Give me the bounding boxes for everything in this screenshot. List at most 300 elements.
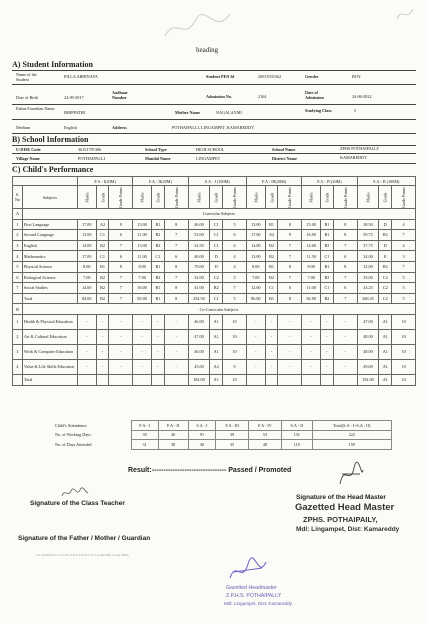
table-row: [13, 344, 416, 359]
mark-cell: 7: [278, 240, 302, 251]
pen-mark-icon: [395, 4, 415, 24]
mark-cell: 7.00: [77, 272, 96, 283]
group-header: F.A - IV(20M): [302, 177, 357, 186]
mark-cell: 7: [278, 272, 302, 283]
blank-cell: [133, 374, 152, 385]
mark-cell: 5: [392, 283, 416, 294]
table-row: [13, 329, 416, 344]
blank-cell: -: [133, 329, 152, 344]
column-header-label: Marks: [253, 191, 259, 203]
attendance-header: S.A - I: [188, 421, 216, 431]
mark-cell: B1: [265, 219, 278, 230]
mark-cell: 7: [164, 230, 188, 241]
attendance-header: Total(S.A - I+S.A - II): [312, 421, 391, 431]
address-value: POTHAIPALLI, LINGAMPET, KAMAREDDY: [172, 125, 255, 130]
mark-cell: D: [210, 261, 223, 272]
blank-cell: -: [265, 344, 278, 359]
group-header: F.A - III(20M): [246, 177, 301, 186]
mark-cell: 7: [109, 272, 133, 283]
column-header: [133, 186, 152, 209]
mark-cell: A1: [210, 314, 223, 329]
row-number: 4: [13, 359, 23, 374]
table-row: [13, 240, 416, 251]
total-cell: B2: [96, 293, 109, 304]
mark-cell: A1: [210, 374, 223, 385]
mark-cell: 3: [392, 251, 416, 262]
pen-value: 20013935362: [258, 74, 282, 79]
mark-cell: 8: [333, 219, 357, 230]
mark-cell: 10: [223, 329, 247, 344]
column-header-label: Grade Points: [342, 186, 348, 208]
column-header: [379, 186, 392, 209]
table-row: [13, 251, 416, 262]
group-header-row: [13, 177, 416, 186]
mark-cell: 7: [223, 283, 247, 294]
school-name-label: School Name: [272, 147, 296, 152]
mark-cell: 10: [392, 359, 416, 374]
blank-cell: -: [109, 329, 133, 344]
subject-name: Social Studies: [22, 283, 77, 294]
mark-cell: B1: [265, 261, 278, 272]
attendance-cell: 35: [216, 440, 249, 450]
total-cell: 260.25: [357, 293, 379, 304]
subject-name: Mathematics: [22, 251, 77, 262]
mark-cell: A1: [379, 374, 392, 385]
blank-cell: -: [321, 329, 334, 344]
mark-cell: B1: [321, 230, 334, 241]
column-header: [333, 186, 357, 209]
mark-cell: 17.00: [77, 219, 96, 230]
mark-cell: 8: [278, 219, 302, 230]
mark-cell: 7: [333, 240, 357, 251]
teacher-signature-icon: [60, 486, 90, 500]
row-number: 1: [13, 314, 23, 329]
mark-cell: 45.00: [188, 359, 210, 374]
blank-cell: -: [152, 329, 165, 344]
column-header: [302, 186, 321, 209]
dob-label: Date of Birth: [16, 95, 39, 100]
result-line: Result:-------------------------------- Passed / Promoted: [128, 467, 292, 474]
total-cell: 254.50: [188, 293, 210, 304]
mandal-label: Mandal Name: [145, 156, 171, 161]
blank-cell: -: [246, 329, 265, 344]
section-title: Co-Curricular Subjects: [22, 304, 415, 315]
district-label: District Name: [272, 156, 297, 161]
mark-cell: 7: [109, 240, 133, 251]
column-header: [188, 186, 210, 209]
attendance-header: F.A - II: [158, 421, 188, 431]
blank-cell: -: [302, 359, 321, 374]
mark-cell: C1: [210, 219, 223, 230]
mark-cell: A1: [210, 344, 223, 359]
mark-cell: 16.00: [133, 283, 152, 294]
mark-cell: 8.00: [77, 261, 96, 272]
column-header: [96, 186, 109, 209]
medium-value: English: [64, 125, 77, 130]
mark-cell: 47.00: [357, 314, 379, 329]
attendance-header: F.A - III: [216, 421, 249, 431]
blank-cell: -: [109, 359, 133, 374]
group-header: S.A - II (100M): [357, 177, 415, 186]
column-header-label: Grade Points: [232, 186, 238, 208]
mark-cell: 6: [164, 251, 188, 262]
mark-cell: C1: [96, 251, 109, 262]
column-header-label: Grade Points: [401, 186, 407, 208]
pen-label: Student PEN Id: [206, 74, 235, 79]
headmaster-signature-icon: [336, 460, 366, 490]
section-letter: B: [13, 304, 23, 315]
section-title: Curricular Subjects: [22, 209, 415, 220]
mark-cell: B1: [152, 283, 165, 294]
total-label: Total: [22, 293, 77, 304]
mark-cell: B2: [96, 240, 109, 251]
mark-cell: 7: [164, 272, 188, 283]
aadhaar-label: Aadhaar Number: [112, 90, 128, 100]
dob-value: 24-09-2017: [64, 95, 84, 100]
class-label: Studying Class: [305, 108, 332, 113]
mark-cell: 8: [164, 261, 188, 272]
blank-cell: -: [246, 359, 265, 374]
mark-cell: 8: [109, 261, 133, 272]
attendance-header: S.A - II: [282, 421, 313, 431]
address-label: Address: [112, 125, 127, 130]
group-header: F.A - I(20M): [77, 177, 132, 186]
mark-cell: 11.00: [133, 230, 152, 241]
mark-cell: 46.00: [188, 314, 210, 329]
mark-cell: C1: [96, 230, 109, 241]
attendance-label: No. of Days Attended: [55, 441, 92, 447]
section-row: [13, 209, 416, 220]
mark-cell: 7: [333, 272, 357, 283]
student-section-title: A) Student Information: [12, 60, 93, 69]
blank-cell: -: [96, 329, 109, 344]
column-header-label: Marks: [308, 191, 314, 203]
total-cell: 8: [278, 293, 302, 304]
mark-cell: 184.00: [188, 374, 210, 385]
blank-cell: -: [133, 359, 152, 374]
blank-cell: -: [278, 314, 302, 329]
co-total-row: [13, 374, 416, 385]
blank-cell: -: [246, 344, 265, 359]
blank-cell: -: [77, 314, 96, 329]
blank-cell: [13, 293, 23, 304]
mark-cell: 53.00: [188, 230, 210, 241]
mark-cell: B2: [265, 251, 278, 262]
mark-cell: C1: [265, 283, 278, 294]
page-heading: heading: [196, 46, 219, 54]
column-header: [109, 186, 133, 209]
column-header: [357, 186, 379, 209]
mark-cell: C2: [379, 272, 392, 283]
column-header-label: Marks: [139, 191, 145, 203]
total-cell: 7: [333, 293, 357, 304]
total-cell: B2: [321, 293, 334, 304]
subject-name: Total: [22, 374, 77, 385]
mark-cell: 34.00: [357, 251, 379, 262]
blank-cell: -: [96, 314, 109, 329]
mark-cell: 16.00: [302, 230, 321, 241]
column-header: [265, 186, 278, 209]
mark-cell: 6: [223, 230, 247, 241]
school-type-value: HIGH SCHOOL: [196, 147, 225, 152]
column-header-label: Marks: [196, 191, 202, 203]
total-row: [13, 293, 416, 304]
mark-cell: B2: [96, 272, 109, 283]
faint-footer-text: S.A-I(100M) F.A-I F.A-II S.A-II F.A-III F.A-IV S.A-II(100M) S.A-II(100M): [36, 553, 129, 557]
mark-cell: 13.00: [246, 251, 265, 262]
mark-cell: 7.00: [246, 272, 265, 283]
subject-name: Value & Life Skills Education: [22, 359, 77, 374]
mark-cell: 8.00: [133, 261, 152, 272]
headmaster-signature-label: Signature of the Head Master: [296, 494, 386, 501]
total-cell: 5: [223, 293, 247, 304]
mark-cell: 10: [392, 344, 416, 359]
school-type-label: School Type: [145, 147, 167, 152]
blank-cell: -: [164, 314, 188, 329]
subject-name: Second Language: [22, 230, 77, 241]
mark-cell: 7.00: [302, 272, 321, 283]
stamp-line-3: Mdl: Lingampet, Dist: Kamareddy: [296, 526, 400, 533]
mark-cell: 14.00: [77, 240, 96, 251]
subject-name: Health & Physical Education: [22, 314, 77, 329]
mark-cell: C1: [321, 251, 334, 262]
mark-cell: 41.00: [188, 283, 210, 294]
blank-cell: -: [278, 359, 302, 374]
village-value: POTHAIPALLI: [78, 156, 105, 161]
column-header-label: Grade: [100, 192, 106, 202]
attendance-cell: 40: [188, 440, 216, 450]
attendance-label: No. of Working Days: [55, 432, 91, 438]
mark-cell: 10: [223, 374, 247, 385]
mark-cell: 59.75: [357, 230, 379, 241]
blank-cell: -: [321, 344, 334, 359]
column-header-label: Grade Points: [287, 186, 293, 208]
table-row: [13, 283, 416, 294]
admission-value: 2164: [258, 94, 267, 99]
mark-cell: 10: [392, 329, 416, 344]
blank-cell: -: [265, 359, 278, 374]
row-number: 6: [13, 272, 23, 283]
mark-cell: 8: [164, 283, 188, 294]
blank-cell: -: [302, 344, 321, 359]
mandal-value: LINGAMPET: [196, 156, 221, 161]
father-label: Father/Guardian Name: [16, 106, 55, 111]
mark-cell: 46.00: [188, 344, 210, 359]
blank-cell: -: [77, 344, 96, 359]
mark-cell: 6: [109, 230, 133, 241]
mark-cell: 40.00: [188, 251, 210, 262]
parent-signature-label: Signature of the Father / Mother / Guardian: [18, 535, 151, 542]
doa-label: Date of Admission: [305, 90, 324, 100]
attendance-cell: 53: [248, 430, 281, 440]
attendance-row: [54, 440, 392, 450]
performance-section-title: C) Child's Performance: [12, 165, 94, 174]
attendance-cell: 159: [312, 440, 391, 450]
column-header-label: Grade: [213, 192, 219, 202]
blank-cell: -: [109, 344, 133, 359]
table-row: [13, 230, 416, 241]
column-header-label: Marks: [365, 191, 371, 203]
row-number: 5: [13, 261, 23, 272]
mark-cell: 9: [109, 219, 133, 230]
mark-cell: C2: [210, 272, 223, 283]
attendance-cell: 38: [158, 440, 188, 450]
mark-cell: B2: [379, 261, 392, 272]
attendance-cell: 91: [188, 430, 216, 440]
mark-cell: 5: [223, 272, 247, 283]
mark-cell: A1: [379, 329, 392, 344]
column-header: [223, 186, 247, 209]
mark-cell: B2: [152, 230, 165, 241]
mark-cell: B2: [210, 283, 223, 294]
mark-cell: 11.00: [133, 251, 152, 262]
column-header-label: Grade: [155, 192, 161, 202]
father-value: BHIPPATHI: [64, 110, 86, 115]
blank-cell: -: [96, 344, 109, 359]
mark-cell: 8: [333, 230, 357, 241]
mark-cell: A1: [210, 329, 223, 344]
blank-cell: -: [321, 314, 334, 329]
mark-cell: 6: [223, 240, 247, 251]
mark-cell: 10: [392, 314, 416, 329]
mark-cell: 7: [278, 251, 302, 262]
village-label: Village Name: [16, 156, 40, 161]
row-number: 3: [13, 240, 23, 251]
blank-cell: [246, 374, 265, 385]
mark-cell: B2: [152, 272, 165, 283]
blank-cell: [302, 374, 321, 385]
mark-cell: 9: [223, 359, 247, 374]
attendance-cell: 119: [282, 440, 313, 450]
column-header: [321, 186, 334, 209]
column-header-label: Marks: [84, 191, 90, 203]
mark-cell: 5: [223, 219, 247, 230]
row-number: 7: [13, 283, 23, 294]
mark-cell: B1: [321, 219, 334, 230]
mark-cell: 43.25: [357, 283, 379, 294]
purple-stamp-line-3: Mdl: Lingampet, Dist: Kamareddy: [224, 601, 292, 606]
mark-cell: 70.00: [188, 261, 210, 272]
blank-cell: [96, 374, 109, 385]
column-header: [77, 186, 96, 209]
attendance-cell: 131: [282, 430, 313, 440]
mark-cell: A2: [96, 219, 109, 230]
blank-cell: [265, 374, 278, 385]
blank-cell: [333, 374, 357, 385]
mark-cell: 8.00: [302, 261, 321, 272]
mark-cell: 7.00: [133, 272, 152, 283]
section-row: [13, 304, 416, 315]
blank-cell: -: [133, 314, 152, 329]
mark-cell: 14.00: [77, 283, 96, 294]
mark-cell: 8.00: [246, 261, 265, 272]
blank-cell: -: [77, 329, 96, 344]
mark-cell: 7: [392, 261, 416, 272]
purple-stamp-line-2: Z.P.H.S. POTHAIPALLY: [226, 593, 282, 599]
name-label: Name of the Student: [16, 72, 37, 82]
total-cell: 85.00: [133, 293, 152, 304]
blank-cell: -: [96, 359, 109, 374]
attendance-cell: 39: [216, 430, 249, 440]
mark-cell: 13.00: [246, 219, 265, 230]
blank-cell: -: [265, 329, 278, 344]
purple-stamp-line-1: Gazetted Headmaster: [226, 585, 277, 591]
row-number: 4: [13, 251, 23, 262]
blank-cell: -: [164, 359, 188, 374]
mark-cell: 5: [392, 272, 416, 283]
blank-cell: -: [278, 329, 302, 344]
mark-cell: B1: [321, 261, 334, 272]
blank-cell: -: [302, 314, 321, 329]
subject-name: English: [22, 240, 77, 251]
mark-cell: C1: [152, 251, 165, 262]
mark-cell: 14.00: [302, 240, 321, 251]
mark-cell: 32.50: [188, 240, 210, 251]
mark-cell: 17.00: [246, 230, 265, 241]
blank-cell: [152, 374, 165, 385]
blank-cell: -: [133, 344, 152, 359]
column-header-label: Grade: [324, 192, 330, 202]
blank-cell: -: [333, 359, 357, 374]
section-letter: A: [13, 209, 23, 220]
column-header: [246, 186, 265, 209]
blank-cell: [109, 374, 133, 385]
mark-cell: A2: [265, 230, 278, 241]
mark-cell: C2: [379, 283, 392, 294]
pen-mark-icon: [160, 6, 240, 46]
attendance-cell: 31: [131, 440, 158, 450]
total-cell: C2: [379, 293, 392, 304]
total-cell: B1: [152, 293, 165, 304]
mark-cell: B2: [265, 272, 278, 283]
mark-cell: 46.00: [188, 219, 210, 230]
blank-cell: -: [278, 344, 302, 359]
mark-cell: A1: [379, 314, 392, 329]
udise-label: U-DISE Code: [16, 147, 41, 152]
mark-cell: 7: [109, 283, 133, 294]
total-cell: 5: [392, 293, 416, 304]
row-number: 3: [13, 344, 23, 359]
mark-cell: 13.00: [77, 230, 96, 241]
mark-cell: A1: [379, 344, 392, 359]
mark-cell: D: [210, 251, 223, 262]
subjects-header: Subjects: [22, 186, 77, 209]
total-cell: 8: [164, 293, 188, 304]
medium-label: Medium: [16, 125, 31, 130]
mark-cell: 48.00: [357, 329, 379, 344]
attendance-header: F.A - I: [131, 421, 158, 431]
mark-cell: 4: [223, 251, 247, 262]
subject-name: Biological Science: [22, 272, 77, 283]
total-cell: 7: [109, 293, 133, 304]
group-header: S.A - I (100M): [188, 177, 246, 186]
mark-cell: B2: [321, 240, 334, 251]
mark-cell: 14.00: [246, 240, 265, 251]
stamp-line-1: Gazetted Head Master: [295, 502, 395, 513]
subject-name: Work & Computer Education: [22, 344, 77, 359]
total-cell: C1: [210, 293, 223, 304]
column-header: [210, 186, 223, 209]
mark-cell: 47.00: [188, 329, 210, 344]
blank-cell: [278, 374, 302, 385]
group-header: F.A - II(20M): [133, 177, 188, 186]
mark-cell: B2: [321, 272, 334, 283]
total-cell: 82.00: [302, 293, 321, 304]
mark-cell: B2: [379, 230, 392, 241]
mark-cell: 33.00: [357, 272, 379, 283]
student-name: PILLA ABHINAYA: [64, 74, 98, 79]
blank-cell: -: [164, 329, 188, 344]
